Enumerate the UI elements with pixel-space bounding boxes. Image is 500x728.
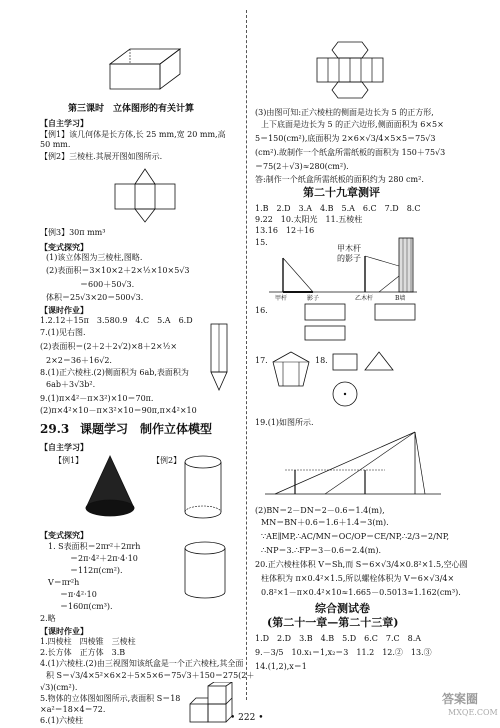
- right-line-4: (cm²).故制作一个纸盒所需纸板的面积为 150＋75√3: [255, 148, 446, 157]
- q20-b: 柱体积为 π×0.4²×1.5,所以螺栓体积为 V＝6×√3/4×: [261, 574, 455, 583]
- example-1: 【例1】该几何体是长方体,长 25 mm,宽 20 mm,高: [40, 130, 226, 139]
- hw2-8: 6.(1)六棱柱: [40, 716, 83, 725]
- shadow-label-b: 影子: [307, 295, 320, 302]
- hw2-6: 5.物体的立体图如图所示,表面积 S＝18: [40, 694, 181, 703]
- hw2-5: √3)(cm²).: [40, 683, 78, 692]
- comp-answers-1: 1.D 2.D 3.B 4.B 5.D 6.C 7.C 8.A: [255, 634, 422, 643]
- pentagonal-prism-figure: [269, 350, 313, 390]
- hw2-7: ×a²＝18×4＝72.: [40, 705, 106, 714]
- section-title: 第三课时 立体图形的有关计算: [68, 104, 195, 114]
- figure-label-2: 【例2】: [152, 456, 182, 465]
- comp-answers-2: 9.－3/5 10.x₁＝1,x₂＝3 11.2 12.② 13.③: [255, 648, 432, 657]
- comprehensive-test-title: 综合测试卷: [315, 602, 370, 615]
- q19-d: ∵AE∥MP,∴AC/MN＝OC/OP＝CE/NP,∴2/3＝2/NP,: [261, 532, 450, 541]
- cylinder-figure-1: [180, 454, 226, 522]
- homework-1: 1.2.12＋15π 3.580.9 4.C 5.A 6.D: [40, 316, 193, 325]
- variant-2: (2)表面积＝3×10×2＋2×½×10×5√3: [46, 266, 190, 275]
- q17-label: 17.: [255, 356, 268, 365]
- q20-c: 0.8²×1－π×0.4²×10≈1.665－0.5013≈1.162(cm³).: [261, 588, 461, 597]
- homework-6: 6ab＋3√3b².: [46, 380, 96, 389]
- hw2-4: 积 S＝√3/4×5²×6×2＋5×5×6＝75√3＋150＝275(2＋: [46, 671, 255, 680]
- variant-1: (1)该立体图为三棱柱,图略.: [46, 253, 143, 262]
- prism-figure: [100, 44, 190, 94]
- three-view-figure: [285, 298, 435, 342]
- right-line-3: 5＝150(cm²),底面积为 2×6×√3/4×5×5＝75√3: [255, 134, 436, 143]
- hw2-2: 2.长方体 正方体 3.B: [40, 648, 126, 657]
- q19-c: MN＝BN＋0.6＝1.6＋1.4＝3(m).: [261, 518, 389, 527]
- variant-3: ＝600＋50√3.: [80, 280, 135, 289]
- answers-line-1: 1.B 2.D 3.A 4.B 5.A 6.C 7.D 8.C: [255, 204, 421, 213]
- light-geometry-figure: [265, 430, 445, 502]
- homework-7: 9.(1)π×4²－π×3²)×10＝70π.: [40, 394, 154, 403]
- shadow-label-c: 乙木杆: [355, 295, 374, 302]
- calc-1: 1. S表面积＝2πr²＋2πrh: [48, 542, 141, 551]
- calc-3: ＝112π(cm²).: [70, 566, 123, 575]
- figure-label-1: 【例1】: [54, 456, 84, 465]
- homework-heading: 【课时作业】: [40, 305, 88, 315]
- variant2-heading: 【变式探究】: [40, 530, 88, 540]
- variant-4: 体积＝25√3×20＝500√3.: [46, 293, 144, 302]
- net-figure: [110, 164, 180, 224]
- self-study2-heading: 【自主学习】: [40, 442, 88, 452]
- column-divider: [246, 10, 247, 700]
- calc-7: 2.略: [40, 614, 56, 623]
- cube-stack-figure: [188, 682, 234, 726]
- cylinder-figure-2: [180, 540, 230, 602]
- calc-2: ＝2π·4²＋2π·4·10: [70, 554, 138, 563]
- homework-3: (2)表面积＝(2＋2＋2√2)×8＋2×½×: [40, 342, 178, 351]
- q19-label: 19.(1)如图所示.: [255, 418, 314, 427]
- example-1b: 50 mm.: [40, 140, 71, 149]
- q19-b: (2)BN＝2－DN＝2－0.6＝1.4(m),: [255, 506, 385, 515]
- calc-6: ＝160π(cm³).: [60, 602, 113, 611]
- homework-2: 7.(1)见右图.: [40, 328, 86, 337]
- shadow-label-d: B墙: [395, 295, 406, 302]
- comp-answers-3: 14.(1,2),x＝1: [255, 662, 307, 671]
- page-number: • 222 •: [230, 713, 264, 723]
- q15-label: 15.: [255, 238, 268, 247]
- example-3: 【例3】30π mm³: [40, 228, 106, 237]
- homework-5: 8.(1)正六棱柱.(2)侧面积为 6ab,表面积为: [40, 368, 189, 377]
- q19-e: ∴NP＝3.∴FP＝3－0.6＝2.4(m).: [261, 546, 382, 555]
- right-line-2: 上下底面是边长为 5 的正六边形,侧面面积为 6×5×: [261, 120, 444, 129]
- hw2-1: 1.四棱柱 四棱锥 三棱柱: [40, 637, 136, 646]
- q20: 20.正六棱柱体积 V＝Sh,而 S＝6×√3/4×0.8²×1.5,空心圆: [255, 560, 468, 569]
- variant-heading: 【变式探究】: [40, 242, 88, 252]
- watermark: 答案圈: [442, 692, 479, 706]
- homework2-heading: 【课时作业】: [40, 626, 88, 636]
- right-line-6: 答:制作一个纸盒所需纸板的面积约为 280 cm².: [255, 175, 424, 184]
- pencil-figure: [208, 322, 230, 392]
- watermark-url: MXQE.COM: [448, 708, 498, 717]
- answers-line-3: 13.16 12＋16: [255, 226, 315, 235]
- hexagon-net-figure: [315, 40, 385, 102]
- q18-label: 18.: [315, 356, 328, 365]
- cone-figure: [80, 452, 140, 524]
- right-line-1: (3)由图可知:正六棱柱的侧面是边长为 5 的正方形,: [255, 108, 434, 117]
- shadow-label-1: 甲木杆: [337, 244, 361, 253]
- example-2: 【例2】三棱柱.其展开图如图所示.: [40, 152, 163, 161]
- section2-number: 29.3: [40, 422, 70, 436]
- homework-4: 2×2＝36＋16√2.: [46, 356, 112, 365]
- calc-5: ＝π·4²·10: [60, 590, 97, 599]
- section2-title: 课题学习 制作立体模型: [80, 422, 213, 436]
- comprehensive-test-subtitle: (第二十一章—第二十三章): [267, 616, 399, 629]
- self-study-heading: 【自主学习】: [40, 118, 88, 128]
- views-figure: [329, 350, 439, 410]
- chapter-review-title: 第二十九章测评: [303, 186, 380, 199]
- homework-8: (2)π×4²×10－π×3²×10＝90π,π×4²×10: [40, 406, 197, 415]
- calc-4: V＝πr²h: [48, 578, 80, 587]
- hw2-3: 4.(1)六棱柱.(2)由三视图知该纸盒是一个正六棱柱,其全面: [40, 659, 244, 668]
- q16-label: 16.: [255, 306, 268, 315]
- right-line-5: ＝75(2＋√3)≈280(cm²).: [255, 162, 349, 171]
- shadow-label-a: 甲杆: [275, 295, 288, 302]
- shadow-label-2: 的影子: [337, 254, 361, 263]
- answers-line-2: 9.22 10.太阳光 11.五棱柱: [255, 215, 363, 224]
